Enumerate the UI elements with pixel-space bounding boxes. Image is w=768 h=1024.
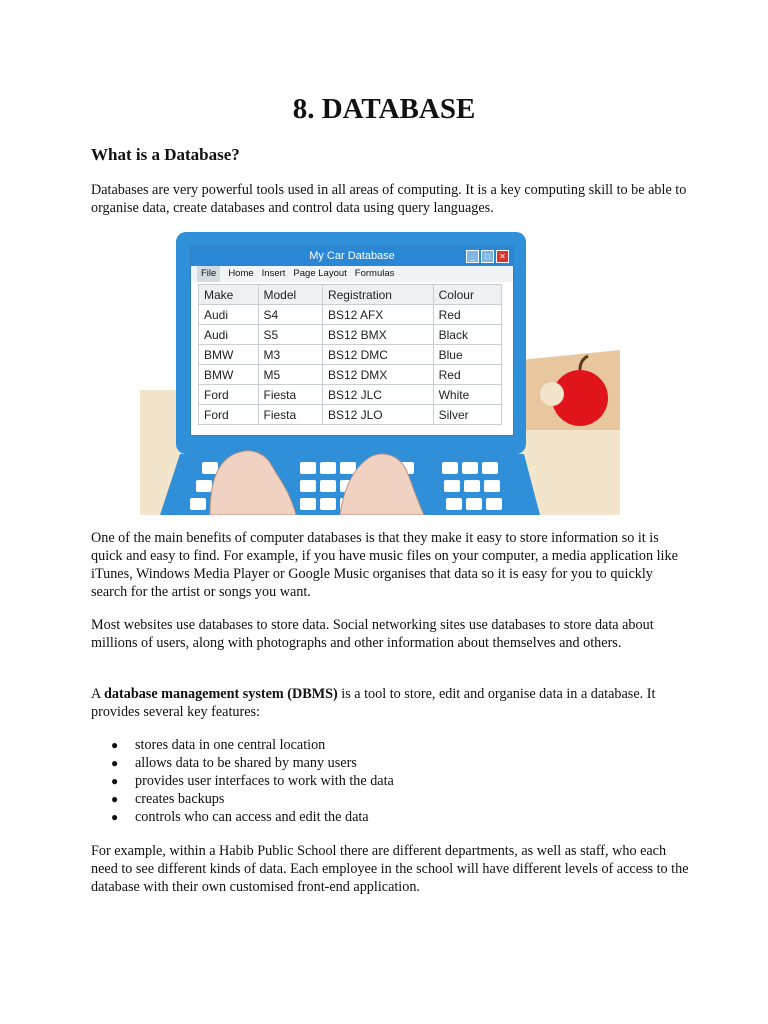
page-title: 8. DATABASE	[292, 93, 476, 125]
bullet-icon: ●	[111, 738, 119, 752]
column-header: Make	[199, 285, 259, 305]
menu-formulas: Formulas	[354, 268, 395, 279]
table-cell: Red	[433, 365, 501, 385]
table-cell: BS12 DMC	[322, 345, 433, 365]
features-list	[91, 736, 691, 826]
car-database-illustration	[140, 230, 620, 515]
column-header: Registration	[322, 285, 433, 305]
websites-paragraph: Most websites use databases to store data. Social networking sites use databases to store data about millions of users, along with photographs and other information about themselves and others.	[91, 617, 654, 651]
list-item-text: provides user interfaces to work with the data	[135, 773, 394, 789]
list-item-text: controls who can access and edit the data	[135, 809, 369, 825]
list-item-text: creates backups	[135, 791, 225, 807]
table-cell: BS12 DMX	[322, 365, 433, 385]
menu-home: Home	[228, 268, 254, 279]
database-window	[190, 246, 514, 436]
list-item	[91, 754, 691, 772]
table-cell: Red	[433, 305, 501, 325]
list-item	[91, 772, 691, 790]
table-cell: Audi	[199, 305, 259, 325]
school-example-paragraph: For example, within a Habib Public School there are different departments, as well as staff, who each need to see different kinds of data. Each employee in the school will have different levels of access to the database with their own customised front-end application.	[91, 843, 689, 895]
dbms-suffix: is a tool to store, edit and organise data in a database. It provides several key features:	[91, 686, 656, 720]
list-item	[91, 736, 691, 754]
table-cell: Fiesta	[258, 405, 322, 425]
car-table	[198, 284, 502, 425]
intro-paragraph: Databases are very powerful tools used in all areas of computing. It is a key computing skill to be able to organise data, create databases and control data using query languages.	[91, 182, 687, 216]
bullet-icon: ●	[111, 756, 119, 770]
bullet-icon: ●	[111, 792, 119, 806]
table-cell: BMW	[199, 365, 259, 385]
column-header: Model	[258, 285, 322, 305]
table-row	[199, 345, 502, 365]
table-cell: M5	[258, 365, 322, 385]
table-cell: White	[433, 385, 501, 405]
table-cell: BS12 AFX	[322, 305, 433, 325]
menu-insert: Insert	[261, 268, 286, 279]
list-item	[91, 790, 691, 808]
table-cell: Black	[433, 325, 501, 345]
window-titlebar	[191, 247, 513, 266]
section-heading: What is a Database?	[91, 145, 240, 164]
dbms-paragraph	[91, 685, 691, 721]
table-cell: BS12 JLO	[322, 405, 433, 425]
table-cell: BS12 BMX	[322, 325, 433, 345]
table-cell: S4	[258, 305, 322, 325]
column-header: Colour	[433, 285, 501, 305]
table-cell: BS12 JLC	[322, 385, 433, 405]
benefits-paragraph: One of the main benefits of computer databases is that they make it easy to store information so it is quick and easy to find. For example, if you have music files on your computer, a media application like iTunes, Windows Media Player or Google Music organises that data so it is easy for you to quickly search for the artist or songs you want.	[91, 530, 678, 600]
table-cell: Blue	[433, 345, 501, 365]
bullet-icon: ●	[111, 810, 119, 824]
menu-page-layout: Page Layout	[293, 268, 347, 279]
table-row	[199, 325, 502, 345]
table-cell: S5	[258, 325, 322, 345]
dbms-prefix: A	[91, 686, 105, 702]
list-item-text: allows data to be shared by many users	[135, 755, 357, 771]
table-cell: Ford	[199, 405, 259, 425]
close-icon: ✕	[496, 250, 509, 263]
list-item	[91, 808, 691, 826]
table-cell: BMW	[199, 345, 259, 365]
menu-file: File	[197, 266, 220, 282]
table-row	[199, 365, 502, 385]
table-cell: M3	[258, 345, 322, 365]
minimize-icon: _	[466, 250, 479, 263]
bullet-icon: ●	[111, 774, 119, 788]
window-menubar	[191, 266, 513, 282]
table-cell: Silver	[433, 405, 501, 425]
list-item-text: stores data in one central location	[135, 737, 326, 753]
table-cell: Audi	[199, 325, 259, 345]
table-row	[199, 385, 502, 405]
table-cell: Fiesta	[258, 385, 322, 405]
dbms-term: database management system (DBMS)	[104, 686, 338, 702]
table-cell: Ford	[199, 385, 259, 405]
table-header-row	[199, 285, 502, 305]
window-title: My Car Database	[309, 250, 395, 262]
maximize-icon: □	[481, 250, 494, 263]
table-row	[199, 405, 502, 425]
table-row	[199, 305, 502, 325]
